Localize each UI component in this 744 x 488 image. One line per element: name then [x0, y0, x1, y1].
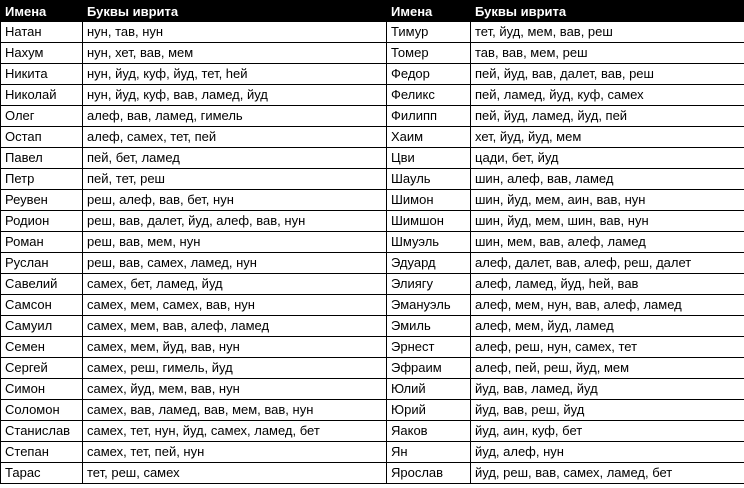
letters-cell-left: реш, вав, мем, нун — [83, 232, 387, 253]
name-cell-left: Симон — [1, 379, 83, 400]
letters-cell-left: самех, йуд, мем, вав, нун — [83, 379, 387, 400]
header-names-right: Имена — [387, 1, 471, 22]
letters-cell-left: самех, тет, пей, нун — [83, 442, 387, 463]
letters-cell-left: самех, тет, нун, йуд, самех, ламед, бет — [83, 421, 387, 442]
table-row — [1, 463, 744, 484]
name-cell-right: Эфраим — [387, 358, 471, 379]
table-row — [1, 85, 744, 106]
name-cell-left: Семен — [1, 337, 83, 358]
name-cell-left: Павел — [1, 148, 83, 169]
name-cell-right: Ян — [387, 442, 471, 463]
letters-cell-right: алеф, реш, нун, самех, тет — [471, 337, 744, 358]
name-cell-right: Шауль — [387, 169, 471, 190]
table-row — [1, 127, 744, 148]
name-cell-left: Сергей — [1, 358, 83, 379]
name-cell-right: Шимон — [387, 190, 471, 211]
table-row — [1, 295, 744, 316]
table-row — [1, 379, 744, 400]
table-row — [1, 169, 744, 190]
name-cell-right: Ярослав — [387, 463, 471, 484]
letters-cell-right: алеф, мем, нун, вав, алеф, ламед — [471, 295, 744, 316]
header-letters-left: Буквы иврита — [83, 1, 387, 22]
letters-cell-left: реш, вав, далет, йуд, алеф, вав, нун — [83, 211, 387, 232]
name-cell-left: Николай — [1, 85, 83, 106]
name-cell-right: Томер — [387, 43, 471, 64]
header-row — [1, 1, 744, 22]
table-row — [1, 190, 744, 211]
letters-cell-right: йуд, вав, ламед, йуд — [471, 379, 744, 400]
letters-cell-right: тет, йуд, мем, вав, реш — [471, 22, 744, 43]
table-row — [1, 211, 744, 232]
letters-cell-left: пей, бет, ламед — [83, 148, 387, 169]
name-cell-right: Филипп — [387, 106, 471, 127]
letters-cell-right: цади, бет, йуд — [471, 148, 744, 169]
name-cell-right: Шмуэль — [387, 232, 471, 253]
table-row — [1, 316, 744, 337]
name-cell-left: Роман — [1, 232, 83, 253]
table-body — [1, 22, 744, 484]
name-cell-right: Элиягу — [387, 274, 471, 295]
letters-cell-left: нун, хет, вав, мем — [83, 43, 387, 64]
name-cell-right: Юрий — [387, 400, 471, 421]
letters-cell-right: пей, йуд, ламед, йуд, пей — [471, 106, 744, 127]
name-cell-right: Эмануэль — [387, 295, 471, 316]
letters-cell-left: самех, реш, гимель, йуд — [83, 358, 387, 379]
name-cell-right: Шимшон — [387, 211, 471, 232]
letters-cell-right: шин, мем, вав, алеф, ламед — [471, 232, 744, 253]
name-cell-left: Степан — [1, 442, 83, 463]
header-names-left: Имена — [1, 1, 83, 22]
letters-cell-left: реш, вав, самех, ламед, нун — [83, 253, 387, 274]
letters-cell-right: шин, алеф, вав, ламед — [471, 169, 744, 190]
letters-cell-left: самех, мем, самех, вав, нун — [83, 295, 387, 316]
letters-cell-left: самех, мем, вав, алеф, ламед — [83, 316, 387, 337]
letters-cell-right: пей, ламед, йуд, куф, самех — [471, 85, 744, 106]
name-cell-right: Юлий — [387, 379, 471, 400]
table-row — [1, 253, 744, 274]
letters-cell-right: алеф, ламед, йуд, hей, вав — [471, 274, 744, 295]
name-cell-left: Станислав — [1, 421, 83, 442]
header-letters-right: Буквы иврита — [471, 1, 744, 22]
name-cell-right: Яаков — [387, 421, 471, 442]
table-row — [1, 148, 744, 169]
name-cell-left: Родион — [1, 211, 83, 232]
letters-cell-left: тет, реш, самех — [83, 463, 387, 484]
table-row — [1, 22, 744, 43]
letters-cell-left: самех, мем, йуд, вав, нун — [83, 337, 387, 358]
letters-cell-right: шин, йуд, мем, шин, вав, нун — [471, 211, 744, 232]
name-cell-left: Руслан — [1, 253, 83, 274]
table-row — [1, 64, 744, 85]
name-cell-left: Никита — [1, 64, 83, 85]
letters-cell-right: алеф, далет, вав, алеф, реш, далет — [471, 253, 744, 274]
name-cell-left: Самуил — [1, 316, 83, 337]
letters-cell-left: самех, бет, ламед, йуд — [83, 274, 387, 295]
name-cell-left: Петр — [1, 169, 83, 190]
letters-cell-right: шин, йуд, мем, аин, вав, нун — [471, 190, 744, 211]
table-row — [1, 43, 744, 64]
name-cell-left: Остап — [1, 127, 83, 148]
letters-cell-left: нун, тав, нун — [83, 22, 387, 43]
table-row — [1, 421, 744, 442]
letters-cell-right: йуд, аин, куф, бет — [471, 421, 744, 442]
letters-cell-right: хет, йуд, йуд, мем — [471, 127, 744, 148]
letters-cell-left: алеф, вав, ламед, гимель — [83, 106, 387, 127]
name-cell-left: Олег — [1, 106, 83, 127]
letters-cell-left: самех, вав, ламед, вав, мем, вав, нун — [83, 400, 387, 421]
letters-cell-right: алеф, мем, йуд, ламед — [471, 316, 744, 337]
name-cell-right: Эдуард — [387, 253, 471, 274]
letters-cell-right: тав, вав, мем, реш — [471, 43, 744, 64]
table-row — [1, 400, 744, 421]
name-cell-right: Эрнест — [387, 337, 471, 358]
name-cell-left: Самсон — [1, 295, 83, 316]
letters-cell-right: йуд, вав, реш, йуд — [471, 400, 744, 421]
letters-cell-right: алеф, пей, реш, йуд, мем — [471, 358, 744, 379]
name-cell-right: Феликс — [387, 85, 471, 106]
letters-cell-right: йуд, алеф, нун — [471, 442, 744, 463]
name-cell-left: Реувен — [1, 190, 83, 211]
letters-cell-right: пей, йуд, вав, далет, вав, реш — [471, 64, 744, 85]
name-cell-right: Федор — [387, 64, 471, 85]
table-row — [1, 358, 744, 379]
name-cell-left: Савелий — [1, 274, 83, 295]
name-cell-right: Эмиль — [387, 316, 471, 337]
letters-cell-left: нун, йуд, куф, вав, ламед, йуд — [83, 85, 387, 106]
table-row — [1, 442, 744, 463]
letters-cell-left: нун, йуд, куф, йуд, тет, hей — [83, 64, 387, 85]
table-row — [1, 337, 744, 358]
name-cell-left: Тарас — [1, 463, 83, 484]
name-cell-left: Соломон — [1, 400, 83, 421]
table-row — [1, 232, 744, 253]
table-row — [1, 106, 744, 127]
letters-cell-left: реш, алеф, вав, бет, нун — [83, 190, 387, 211]
letters-cell-left: алеф, самех, тет, пей — [83, 127, 387, 148]
name-cell-left: Натан — [1, 22, 83, 43]
name-cell-left: Нахум — [1, 43, 83, 64]
name-cell-right: Цви — [387, 148, 471, 169]
table-row — [1, 274, 744, 295]
name-cell-right: Тимур — [387, 22, 471, 43]
letters-cell-left: пей, тет, реш — [83, 169, 387, 190]
letters-cell-right: йуд, реш, вав, самех, ламед, бет — [471, 463, 744, 484]
name-cell-right: Хаим — [387, 127, 471, 148]
